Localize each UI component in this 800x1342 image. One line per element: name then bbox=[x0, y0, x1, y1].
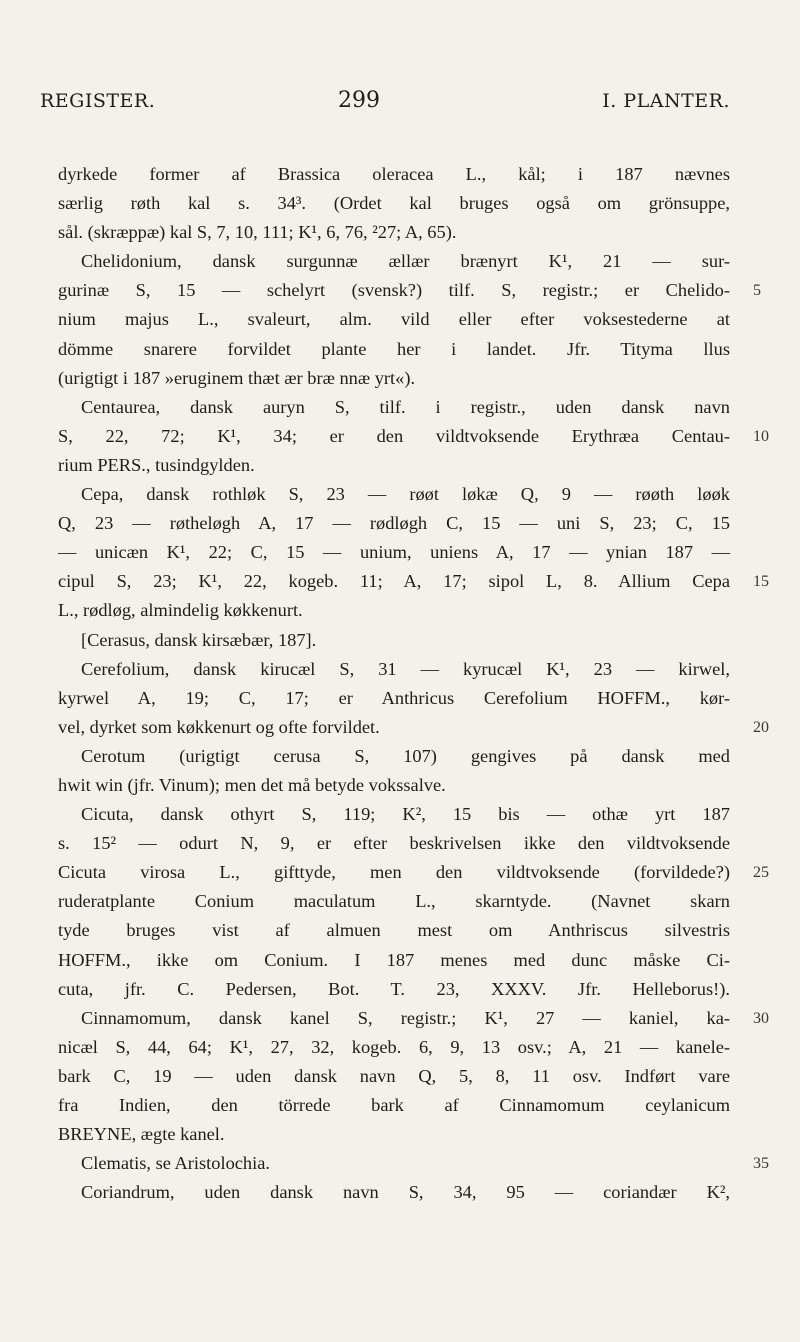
line-number: 25 bbox=[753, 864, 769, 882]
line-number: 35 bbox=[753, 1155, 769, 1173]
page-header bbox=[40, 90, 730, 120]
text-line bbox=[58, 916, 730, 945]
text-line bbox=[58, 218, 730, 247]
line-text: BREYNE, ægte kanel. bbox=[58, 1124, 225, 1145]
line-text: — unicæn K¹, 22; C, 15 — unium, uniens A, 17 — ynian 187 — bbox=[58, 542, 730, 563]
text-line bbox=[58, 975, 730, 1004]
line-number: 15 bbox=[753, 573, 769, 591]
text-line bbox=[58, 684, 730, 713]
line-text: L., rødløg, almindelig køkkenurt. bbox=[58, 600, 303, 621]
text-line bbox=[58, 1004, 769, 1033]
text-line bbox=[58, 742, 730, 771]
line-number: 30 bbox=[753, 1009, 769, 1027]
line-number: 10 bbox=[753, 427, 769, 445]
line-text: særlig røth kal s. 34³. (Ordet kal bruges også om grönsuppe, bbox=[58, 193, 730, 214]
line-text: Cepa, dansk rothløk S, 23 — røøt løkæ Q, 9 — røøth løøk bbox=[81, 484, 730, 505]
line-text: Cerotum (urigtigt cerusa S, 107) gengives på dansk med bbox=[81, 745, 730, 766]
line-text: Cicuta, dansk othyrt S, 119; K², 15 bis — othæ yrt 187 bbox=[81, 804, 730, 825]
line-text: Cinnamomum, dansk kanel S, registr.; K¹, 27 — kaniel, ka- bbox=[81, 1007, 730, 1028]
text-line bbox=[58, 393, 730, 422]
line-text: kyrwel A, 19; C, 17; er Anthricus Cerefolium HOFFM., kør- bbox=[58, 687, 730, 708]
text-line bbox=[58, 1120, 730, 1149]
line-text: Cerefolium, dansk kirucæl S, 31 — kyrucæl K¹, 23 — kirwel, bbox=[81, 658, 730, 679]
running-head-right: I. PLANTER. bbox=[602, 90, 730, 112]
line-text: hwit win (jfr. Vinum); men det må betyde vokssalve. bbox=[58, 774, 446, 795]
text-line bbox=[58, 189, 730, 218]
text-line bbox=[58, 596, 730, 625]
line-text: S, 22, 72; K¹, 34; er den vildtvoksende Erythræa Centau- bbox=[58, 425, 730, 446]
line-text: dömme snarere forvildet plante her i landet. Jfr. Tityma llus bbox=[58, 338, 730, 359]
text-line bbox=[58, 1178, 730, 1207]
line-text: cipul S, 23; K¹, 22, kogeb. 11; A, 17; sipol L, 8. Allium Cepa bbox=[58, 571, 730, 592]
line-text: nicæl S, 44, 64; K¹, 27, 32, kogeb. 6, 9, 13 osv.; A, 21 — kanele- bbox=[58, 1036, 730, 1057]
line-text: Chelidonium, dansk surgunnæ ællær brænyrt K¹, 21 — sur- bbox=[81, 251, 730, 272]
line-text: Cicuta virosa L., gifttyde, men den vildtvoksende (forvildede?) bbox=[58, 862, 730, 883]
line-text: rium PERS., tusindgylden. bbox=[58, 454, 255, 475]
text-line bbox=[58, 335, 730, 364]
line-text: tyde bruges vist af almuen mest om Anthriscus silvestris bbox=[58, 920, 730, 941]
text-line bbox=[58, 422, 769, 451]
text-line bbox=[58, 364, 730, 393]
line-text: Q, 23 — røtheløgh A, 17 — rødløgh C, 15 — uni S, 23; C, 15 bbox=[58, 513, 730, 534]
text-line bbox=[58, 655, 730, 684]
text-line bbox=[58, 1062, 730, 1091]
text-line bbox=[58, 771, 730, 800]
line-text: cuta, jfr. C. Pedersen, Bot. T. 23, XXXV. Jfr. Helleborus!). bbox=[58, 978, 730, 999]
line-text: dyrkede former af Brassica oleracea L., kål; i 187 nævnes bbox=[58, 164, 730, 184]
line-text: Coriandrum, uden dansk navn S, 34, 95 — coriandær K², bbox=[81, 1182, 730, 1203]
line-text: HOFFM., ikke om Conium. I 187 menes med dunc måske Ci- bbox=[58, 949, 730, 970]
line-text: ruderatplante Conium maculatum L., skarntyde. (Navnet skarn bbox=[58, 891, 730, 912]
line-text: gurinæ S, 15 — schelyrt (svensk?) tilf. S, registr.; er Chelido- bbox=[58, 280, 730, 301]
text-line bbox=[58, 1149, 769, 1178]
text-line bbox=[58, 800, 730, 829]
text-line bbox=[58, 1091, 730, 1120]
running-head-left: REGISTER. bbox=[40, 90, 156, 112]
text-line bbox=[58, 276, 761, 305]
text-line bbox=[58, 247, 730, 276]
text-line bbox=[58, 858, 769, 887]
text-line bbox=[58, 829, 730, 858]
text-line bbox=[58, 451, 730, 480]
line-text: (urigtigt i 187 »eruginem thæt ær bræ nnæ yrt«). bbox=[58, 367, 416, 388]
text-line bbox=[58, 160, 730, 189]
line-text: nium majus L., svaleurt, alm. vild eller efter voksestederne at bbox=[58, 309, 730, 330]
text-line bbox=[58, 509, 730, 538]
line-text: Clematis, se Aristolochia. bbox=[81, 1153, 270, 1174]
text-line bbox=[58, 626, 730, 655]
text-line bbox=[58, 946, 730, 975]
text-line bbox=[58, 1033, 730, 1062]
line-text: vel, dyrket som køkkenurt og ofte forvildet. bbox=[58, 716, 380, 737]
line-number: 5 bbox=[753, 282, 761, 300]
line-text: s. 15² — odurt N, 9, er efter beskrivelsen ikke den vildtvoksende bbox=[58, 833, 730, 854]
register-body-text bbox=[58, 160, 769, 1207]
page-number: 299 bbox=[338, 88, 380, 113]
text-line bbox=[58, 480, 730, 509]
text-line bbox=[58, 887, 730, 916]
text-line bbox=[58, 538, 730, 567]
line-text: fra Indien, den törrede bark af Cinnamomum ceylanicum bbox=[58, 1095, 730, 1115]
text-line bbox=[58, 567, 769, 596]
line-text: sål. (skræppæ) kal S, 7, 10, 111; K¹, 6, 76, ²27; A, 65). bbox=[58, 222, 457, 243]
text-line bbox=[58, 713, 769, 742]
text-line bbox=[58, 305, 730, 334]
line-number: 20 bbox=[753, 718, 769, 736]
line-text: [Cerasus, dansk kirsæbær, 187]. bbox=[81, 629, 317, 650]
line-text: bark C, 19 — uden dansk navn Q, 5, 8, 11 osv. Indført vare bbox=[58, 1065, 730, 1086]
line-text: Centaurea, dansk auryn S, tilf. i registr., uden dansk navn bbox=[81, 396, 730, 417]
